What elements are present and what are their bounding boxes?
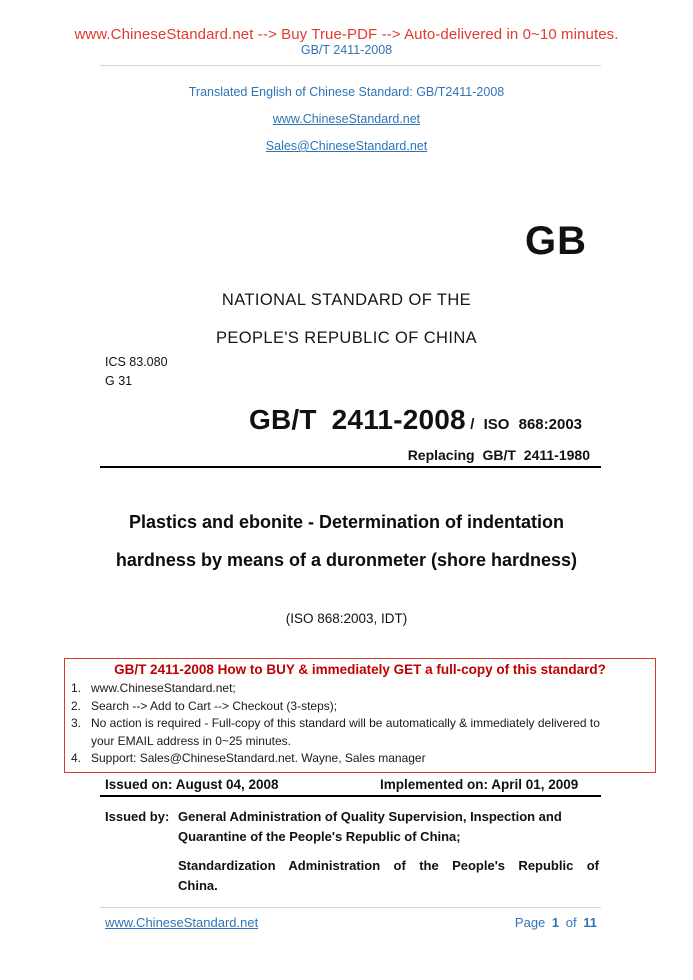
idt-note: (ISO 868:2003, IDT) bbox=[285, 611, 408, 626]
step-text-line: www.ChineseStandard.net; bbox=[91, 681, 236, 695]
replacing-note: Replacing GB/T 2411-1980 bbox=[407, 447, 590, 463]
footer-divider bbox=[100, 907, 601, 908]
implemented-date: Implemented on: April 01, 2009 bbox=[380, 777, 579, 792]
issuer-block bbox=[105, 807, 599, 896]
step-text bbox=[91, 680, 649, 698]
buy-banner: www.ChineseStandard.net --> Buy True-PDF --> Auto-delivered in 0~10 minutes. bbox=[74, 26, 619, 43]
page-total: 11 bbox=[583, 915, 597, 930]
step-number: 2. bbox=[71, 698, 82, 713]
issuer-organizations bbox=[178, 807, 599, 896]
issued-by-label: Issued by: bbox=[105, 809, 170, 824]
standard-code: GB/T 2411-2008 bbox=[248, 404, 466, 435]
header-doc-code: GB/T 2411-2008 bbox=[300, 43, 393, 57]
national-standard-line2: PEOPLE'S REPUBLIC OF CHINA bbox=[215, 329, 478, 347]
classification-code: G 31 bbox=[105, 374, 133, 388]
step-text-line: No action is required - Full-copy of this standard will be automatically & immediately delivered to bbox=[91, 716, 600, 730]
header-rule bbox=[100, 466, 601, 468]
issuer-org2-line: Standardization Administration of the People's Republic of bbox=[178, 858, 599, 873]
step-number: 4. bbox=[71, 751, 82, 765]
step-text-line: your EMAIL address in 0~25 minutes. bbox=[91, 733, 291, 748]
buy-box-heading: GB/T 2411-2008 How to BUY & immediately GET a full-copy of this standard? bbox=[114, 662, 606, 677]
ics-code: ICS 83.080 bbox=[105, 355, 168, 369]
translated-line: Translated English of Chinese Standard: GB/T2411-2008 bbox=[188, 85, 505, 99]
issuer-org1-line: General Administration of Quality Supervision, Inspection and bbox=[178, 809, 562, 824]
step-text-line: Support: Sales@ChineseStandard.net. Wayne, Sales manager bbox=[91, 751, 426, 765]
issuer-org2-line: China. bbox=[178, 878, 218, 893]
step-number: 1. bbox=[71, 681, 82, 695]
step-text bbox=[91, 715, 649, 750]
step-text bbox=[91, 750, 649, 768]
step-number: 3. bbox=[71, 716, 82, 730]
of-label: of bbox=[565, 915, 577, 930]
footer-site-link[interactable]: www.ChineseStandard.net bbox=[105, 915, 259, 930]
issued-date: Issued on: August 04, 2008 bbox=[105, 777, 279, 792]
dates-rule bbox=[100, 795, 601, 797]
site-link[interactable]: www.ChineseStandard.net bbox=[272, 112, 421, 126]
buy-step-4 bbox=[71, 750, 649, 768]
buy-step-3 bbox=[71, 715, 649, 750]
buy-step-2 bbox=[71, 698, 649, 716]
issuer-org1-line: Quarantine of the People's Republic of China; bbox=[178, 829, 461, 844]
email-link[interactable]: Sales@ChineseStandard.net bbox=[265, 139, 428, 153]
national-standard-line1: NATIONAL STANDARD OF THE bbox=[221, 291, 472, 309]
standard-number bbox=[249, 404, 582, 436]
page-indicator bbox=[515, 915, 597, 930]
iso-reference: / ISO 868:2003 bbox=[470, 416, 582, 433]
header-divider bbox=[100, 65, 601, 66]
gb-logo: GB bbox=[525, 219, 587, 263]
page-label: Page bbox=[514, 915, 546, 930]
standard-title-line1: Plastics and ebonite - Determination of indentation bbox=[128, 512, 565, 532]
step-text bbox=[91, 698, 649, 716]
standard-title-line2: hardness by means of a duronmeter (shore hardness) bbox=[115, 550, 578, 570]
buy-step-1 bbox=[71, 680, 649, 698]
page-number: 1 bbox=[551, 915, 560, 930]
buy-info-box bbox=[64, 658, 656, 773]
step-text-line: Search --> Add to Cart --> Checkout (3-steps); bbox=[91, 698, 338, 713]
